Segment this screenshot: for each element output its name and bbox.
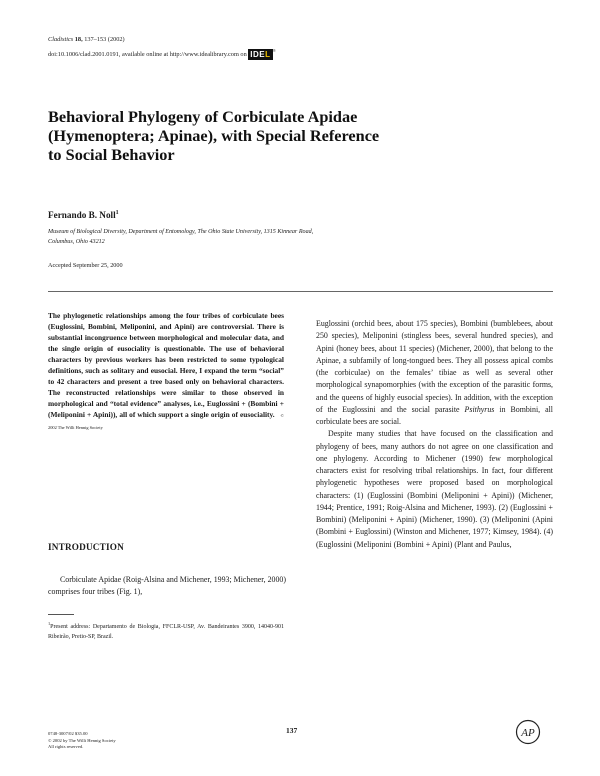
publisher-logo-icon	[515, 719, 541, 745]
issn-line: © 2002 by The Willi Hennig Society	[48, 737, 116, 743]
text-run: in Bombini, all corbiculate bees are social.	[316, 404, 553, 426]
title-line: Behavioral Phylogeny of Corbiculate Apidae	[48, 107, 358, 126]
abstract-copyright: © 2002 The Willi Hennig Society	[48, 413, 284, 431]
issn-info	[48, 731, 116, 751]
issn-line: 0748-3007/02 $35.00	[48, 731, 88, 736]
paragraph: Despite many studies that have focused on the classification and phylogeny of bees, many authors do not agree on one classification and one phylogeny. According to Michener (1990) few morphological characters exist for resolving tribal relationships. In fact, four different phylogenetic hypotheses were proposed based on morphological characters: (1) (Euglossini (Bombini (Meliponini + Apini)) (Michener, 1944; Prentice, 1991; Roig-Alsina and Michener, 1993). (2) (Euglossini + Bombini) (Meliponini + Apini) (Michener, 1990). (3) (Meliponini (Apini (Bombini + Euglossini) (Winston and Michener, 1977; Kimsey, 1984). (4) (Euglossini (Meliponini (Bombini + Apini) (Plant and Paulus,	[316, 429, 553, 549]
text-run: Euglossini (orchid bees, about 175 species), Bombini (bumblebees, about 250 species), Meliponini (stingless bees, several hundred species), and Apini (honey bees, about 11 species) (Michener, 2000), that belong to the Apinae, a subfamily of long-tongued bees. They all possess apical combs (the corbiculae) on the females’ tibiae as well as several other morphological synapomorphies (with the exception of the parasitic forms, and the queens of highly eusocial species). In addition, with the exception of the Euglossini and the social parasite	[316, 319, 553, 414]
footnote	[48, 619, 284, 642]
footnote-text: Present address: Departamento de Biologia, FFCLR-USP, Av. Bandeirantes 3900, 14040-901 Ribeirão, Pretio-SP, Brazil.	[48, 624, 284, 640]
author-name: Fernando B. Noll	[48, 210, 116, 221]
publisher-mark: AP	[521, 727, 535, 739]
paragraph	[316, 318, 553, 428]
section-heading: INTRODUCTION	[48, 542, 124, 552]
author-footnote-mark: 1	[115, 210, 119, 216]
accepted-date: Accepted September 25, 2000	[48, 262, 123, 269]
divider	[48, 291, 553, 292]
citation-line	[48, 34, 276, 45]
abstract-text: The phylogenetic relationships among the four tribes of corbiculate bees (Euglossini, Bombini, Meliponini, and Apini) are controversial. There is substantial incongruence between morphological and molecular data, and the single origin of eusociality is questionable. The use of behavioral characters by previous workers has been restricted to some typological definitions, such as solitary and eusocial. Here, I expand the term “social” to 42 characters and present a tree based only on behavioral characters. The reconstructed relationships were similar to those observed in morphological and “total evidence” analyses, i.e., Euglossini + (Bombini + (Meliponini + Apini)), all of which support a single origin of eusociality.	[48, 311, 284, 420]
title-line: (Hymenoptera; Apinae), with Special Reference	[48, 126, 380, 145]
doi-line	[48, 45, 276, 60]
taxon-name: Psithyrus	[464, 404, 495, 414]
right-column	[316, 318, 553, 551]
issn-line: All rights reserved.	[48, 744, 84, 750]
affiliation	[48, 227, 428, 247]
footnote-mark: 1	[48, 621, 51, 626]
publisher-logo	[515, 719, 541, 745]
author	[48, 210, 119, 220]
page-number: 137	[286, 726, 298, 735]
footnote-divider	[48, 614, 74, 615]
pages-year: 137–153 (2002)	[84, 36, 125, 43]
abstract	[48, 310, 284, 434]
ideal-logo	[248, 49, 272, 60]
doi-text[interactable]: doi:10.1006/clad.2001.0191, available online at http://www.idealibrary.com on	[48, 51, 247, 58]
logo-accent: L	[265, 50, 271, 59]
volume: 18,	[74, 36, 83, 43]
intro-paragraph: Corbiculate Apidae (Roig-Alsina and Michener, 1993; Michener, 2000) comprises four tribes (Fig. 1),	[48, 575, 286, 597]
affiliation-line: Columbus, Ohio 43212	[48, 239, 105, 245]
article-title	[48, 107, 468, 164]
journal-name: Cladistics	[48, 36, 74, 43]
logo-superscript: ®	[272, 48, 276, 53]
title-line: to Social Behavior	[48, 145, 175, 164]
logo-text: IDE	[250, 50, 266, 59]
running-header	[48, 34, 276, 60]
affiliation-line: Museum of Biological Diversity, Department of Entomology, The Ohio State University, 1315 Kinnear Road,	[48, 229, 314, 235]
